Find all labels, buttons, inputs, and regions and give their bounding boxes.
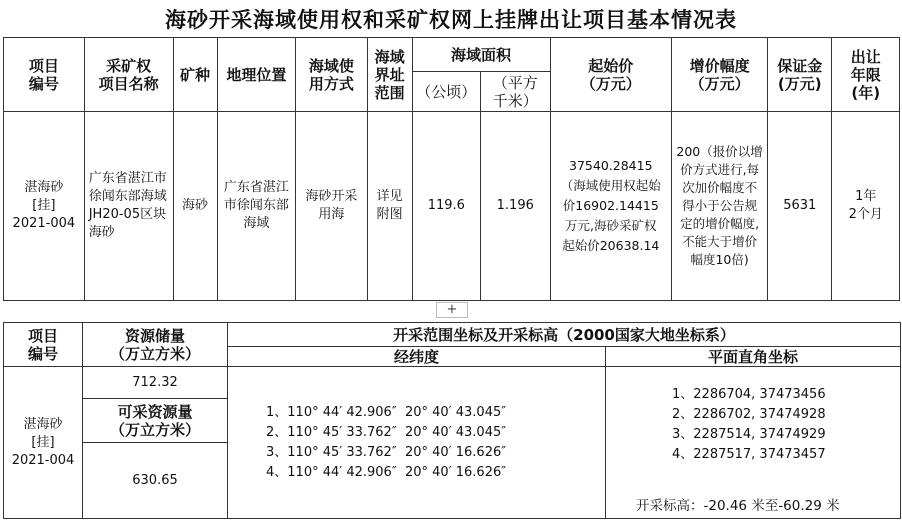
header-deposit-text: 保证金 (万元) [777,56,823,93]
mining-elevation: 开采标高：-20.46 米至-60.29 米 [636,498,840,514]
cell-mineral [173,112,217,301]
header2-project-no-text: 项目 编号 [27,326,58,363]
cell-minable-value-text: 630.65 [132,472,178,488]
cell-area-km2-text: 1.196 [496,198,534,213]
header-reserves-text: 资源储量 （万立方米） [109,326,200,363]
header-term-text: 出让 年限 (年) [850,47,881,102]
header-term [832,38,900,112]
header-start-price-text: 起始价 （万元） [580,56,641,93]
header-mineral [173,38,217,112]
header-plane [606,347,901,367]
cell2-project-no [4,367,83,519]
cell-location-text: 广东省湛江市徐闻东部海域 [223,180,289,231]
header-project-no [4,38,85,112]
latlon-item: 2、110° 45′ 33.762″ 20° 40′ 43.045″ [266,424,507,440]
header-area-text: 海域面积 [451,45,512,64]
cell-sea-use-text: 海砂开采用海 [305,189,358,222]
cell-project-no-text: 湛海砂 [挂] 2021-004 [12,180,76,231]
header-range-title-text: 开采范围坐标及开采标高（2000国家大地坐标系） [393,325,735,344]
header-area-km2 [481,72,550,112]
cell-project-no [4,112,85,301]
cell-plane-list [606,367,901,519]
plane-item: 3、2287514, 37474929 [672,427,826,442]
cell-reserves-value [83,367,228,399]
cell-minable-value [83,443,228,519]
latlon-item: 4、110° 44′ 42.906″ 20° 40′ 16.626″ [266,464,507,480]
coordinates-table [3,322,901,519]
header-boundary [367,38,412,112]
header-project-name [84,38,173,112]
header-increment [672,38,768,112]
header-boundary-text: 海域 界址 范围 [374,47,405,102]
cell-sea-use [296,112,368,301]
plane-item: 2、2286702, 37474928 [672,407,826,422]
header-mineral-text: 矿种 [180,65,211,84]
header-plane-text: 平面直角坐标 [708,347,799,366]
header-minable [83,399,228,443]
header-minable-text: 可采资源量 （万立方米） [109,402,200,439]
header-reserves [83,323,228,367]
cell-start-price-text: 37540.28415（海域使用权起始价16902.14415万元,海砂采矿权起始价20638.14 [560,158,661,253]
cell-term [832,112,900,301]
cell-project-name [84,112,173,301]
cell-latlon-list [228,367,606,519]
header-range-title [228,323,901,347]
header-sea-use [296,38,368,112]
expand-button[interactable]: + [436,302,468,318]
latlon-item: 3、110° 45′ 33.762″ 20° 40′ 16.626″ [266,444,507,460]
header-area-km2-text: （平方 千米） [492,73,538,110]
cell-deposit [768,112,832,301]
cell-reserves-value-text: 712.32 [132,374,178,390]
page-title: 海砂开采海域使用权和采矿权网上挂牌出让项目基本情况表 [165,8,737,32]
header-area [412,38,550,72]
auction-info-table [3,37,900,301]
cell-area-ha-text: 119.6 [427,198,465,213]
header-sea-use-text: 海域使 用方式 [308,56,354,93]
header-deposit [768,38,832,112]
plane-item: 1、2286704, 37473456 [672,387,826,402]
cell-deposit-text: 5631 [783,198,817,213]
cell-boundary-text: 详见附图 [376,189,403,222]
cell-term-text: 1年 2个月 [848,189,883,222]
cell-area-km2 [481,112,550,301]
cell-location [217,112,296,301]
plane-item: 4、2287517, 37473457 [672,447,826,462]
header-area-ha-text: （公顷） [416,82,477,101]
cell2-project-no-text: 湛海砂 [挂] 2021-004 [11,416,75,468]
cell-mineral-text: 海砂 [182,198,209,213]
header-project-no-text: 项目 编号 [28,56,59,93]
cell-area-ha [412,112,480,301]
header-increment-text: 增价幅度 （万元） [689,56,750,93]
header-location-text: 地理位置 [226,65,287,84]
header-latlon [228,347,606,367]
cell-increment-text: 200（报价以增价方式进行,每次加价幅度不得小于公告规定的增价幅度,不能大于增价幅度10倍) [676,144,763,267]
header-latlon-text: 经纬度 [393,347,439,366]
header2-project-no [4,323,83,367]
header-start-price [550,38,672,112]
header-project-name-text: 采矿权 项目名称 [98,56,159,93]
cell-project-name-text: 广东省湛江市徐闻东部海域JH20-05区块海砂 [88,171,167,240]
latlon-item: 1、110° 44′ 42.906″ 20° 40′ 43.045″ [266,404,507,420]
header-area-ha [412,72,480,112]
header-location [217,38,296,112]
cell-start-price [550,112,672,301]
cell-boundary [367,112,412,301]
cell-increment [672,112,768,301]
